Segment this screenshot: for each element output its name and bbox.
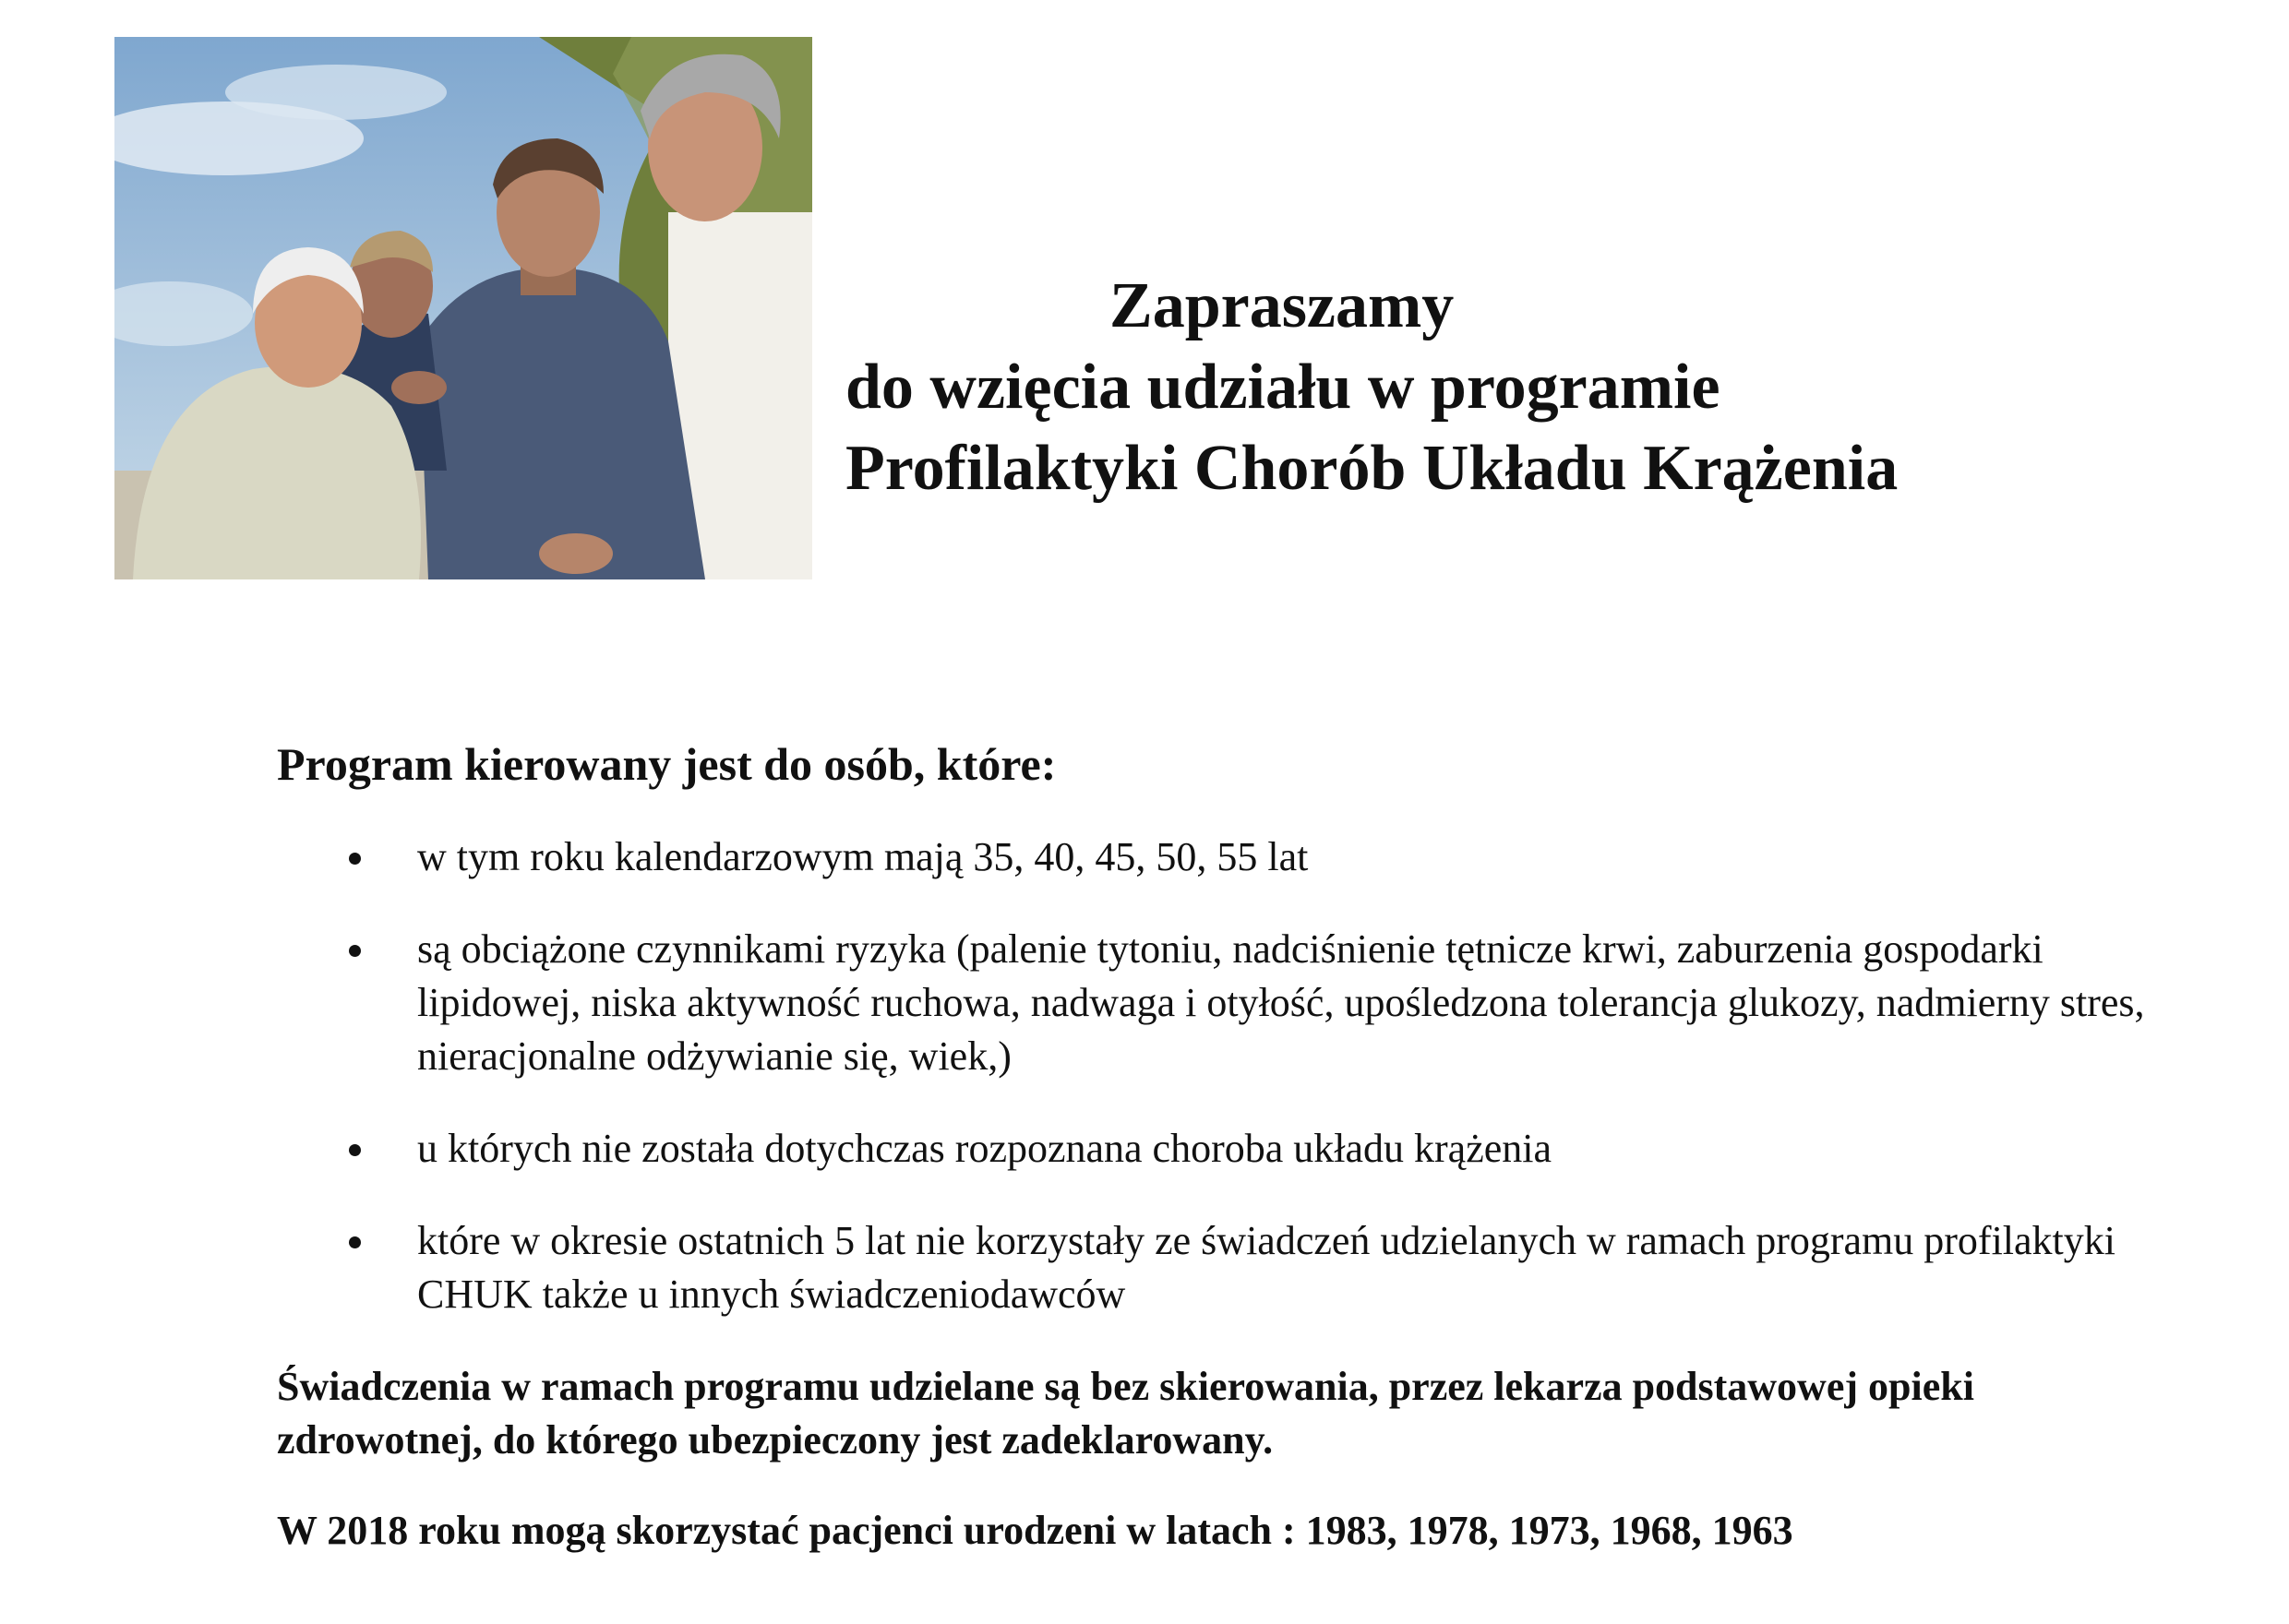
title-block [845,266,2230,509]
list-item-text: są obciążone czynnikami ryzyka (palenie tytoniu, nadciśnienie tętnicze krwi, zaburzenia gospodarki lipidowej, niska aktywność ruchowa, nadwaga i otyłość, upośledzona tolerancja glukozy, nadmierny stres, nieracjonalne odżywianie się, wiek,) [417,926,2145,1079]
list-item [277,1122,2178,1176]
list-item-text: które w okresie ostatnich 5 lat nie korzystały ze świadczeń udzielanych w ramach programu profilaktyki CHUK także u innych świadczeniodawców [417,1218,2116,1317]
title-line-3: Profilaktyki Chorób Układu Krążenia [845,433,1899,504]
title-line-1: Zapraszamy [1109,270,1455,341]
photo-people-icon [114,37,812,579]
list-item [277,1214,2178,1321]
referral-note: Świadczenia w ramach programu udzielane są bez skierowania, przez lekarza podstawowej opieki zdrowotnej, do którego ubezpieczony jest zadeklarowany. [277,1364,1974,1463]
title-line-2: do wzięcia udziału w programie [845,352,1720,423]
list-item [277,923,2178,1083]
eligible-years: W 2018 roku mogą skorzystać pacjenci urodzeni w latach : 1983, 1978, 1973, 1968, 1963 [277,1508,1793,1553]
bullet-icon [349,1236,361,1248]
bullet-icon [349,945,361,957]
people-photo [114,37,812,579]
criteria-list [277,830,2178,1321]
list-item-text: u których nie została dotychczas rozpoznana choroba układu krążenia [417,1126,1552,1171]
list-item [277,830,2178,884]
bullet-icon [349,1144,361,1156]
bullet-icon [349,853,361,865]
program-content [277,734,2178,1594]
target-group-heading: Program kierowany jest do osób, które: [277,738,1057,790]
list-item-text: w tym roku kalendarzowym mają 35, 40, 45, 50, 55 lat [417,834,1309,879]
